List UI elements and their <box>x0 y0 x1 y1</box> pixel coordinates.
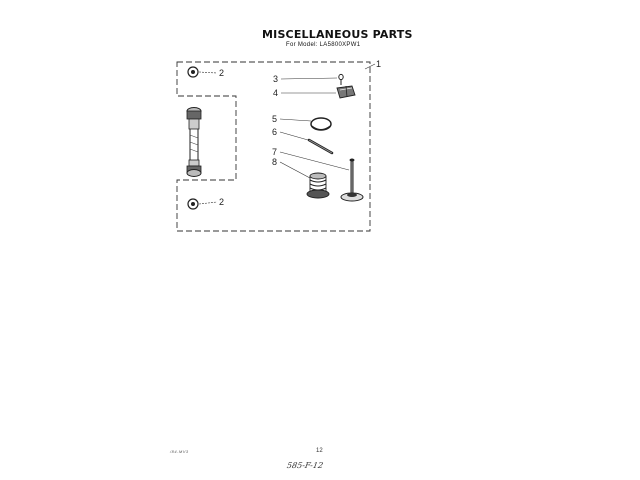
washer-bottom-icon <box>188 199 198 209</box>
screw-icon <box>339 74 343 85</box>
ring-icon <box>311 118 331 130</box>
callout-4: 4 <box>273 88 279 98</box>
callout-8: 8 <box>272 157 278 167</box>
page-title: MISCELLANEOUS PARTS <box>262 28 413 41</box>
callout-2-top: 2 <box>219 68 225 78</box>
footer-code: /84-MV3 <box>170 449 189 454</box>
fill-hose-icon <box>187 108 201 177</box>
callout-1: 1 <box>376 59 382 69</box>
callout-5: 5 <box>272 114 278 124</box>
page-number: 12 <box>316 448 323 454</box>
handwritten-note: 585-F-12 <box>286 461 324 470</box>
callout-6: 6 <box>272 127 278 137</box>
spring-icon <box>307 173 329 198</box>
callout-7: 7 <box>272 147 278 157</box>
clip-icon <box>337 86 355 98</box>
washer-top-icon <box>188 67 198 77</box>
model-subtitle: For Model: LA5800XPW1 <box>286 42 361 48</box>
callout-2-bottom: 2 <box>219 197 225 207</box>
leveling-leg-icon <box>341 159 363 202</box>
callout-3: 3 <box>273 74 279 84</box>
rod-icon <box>309 140 332 153</box>
